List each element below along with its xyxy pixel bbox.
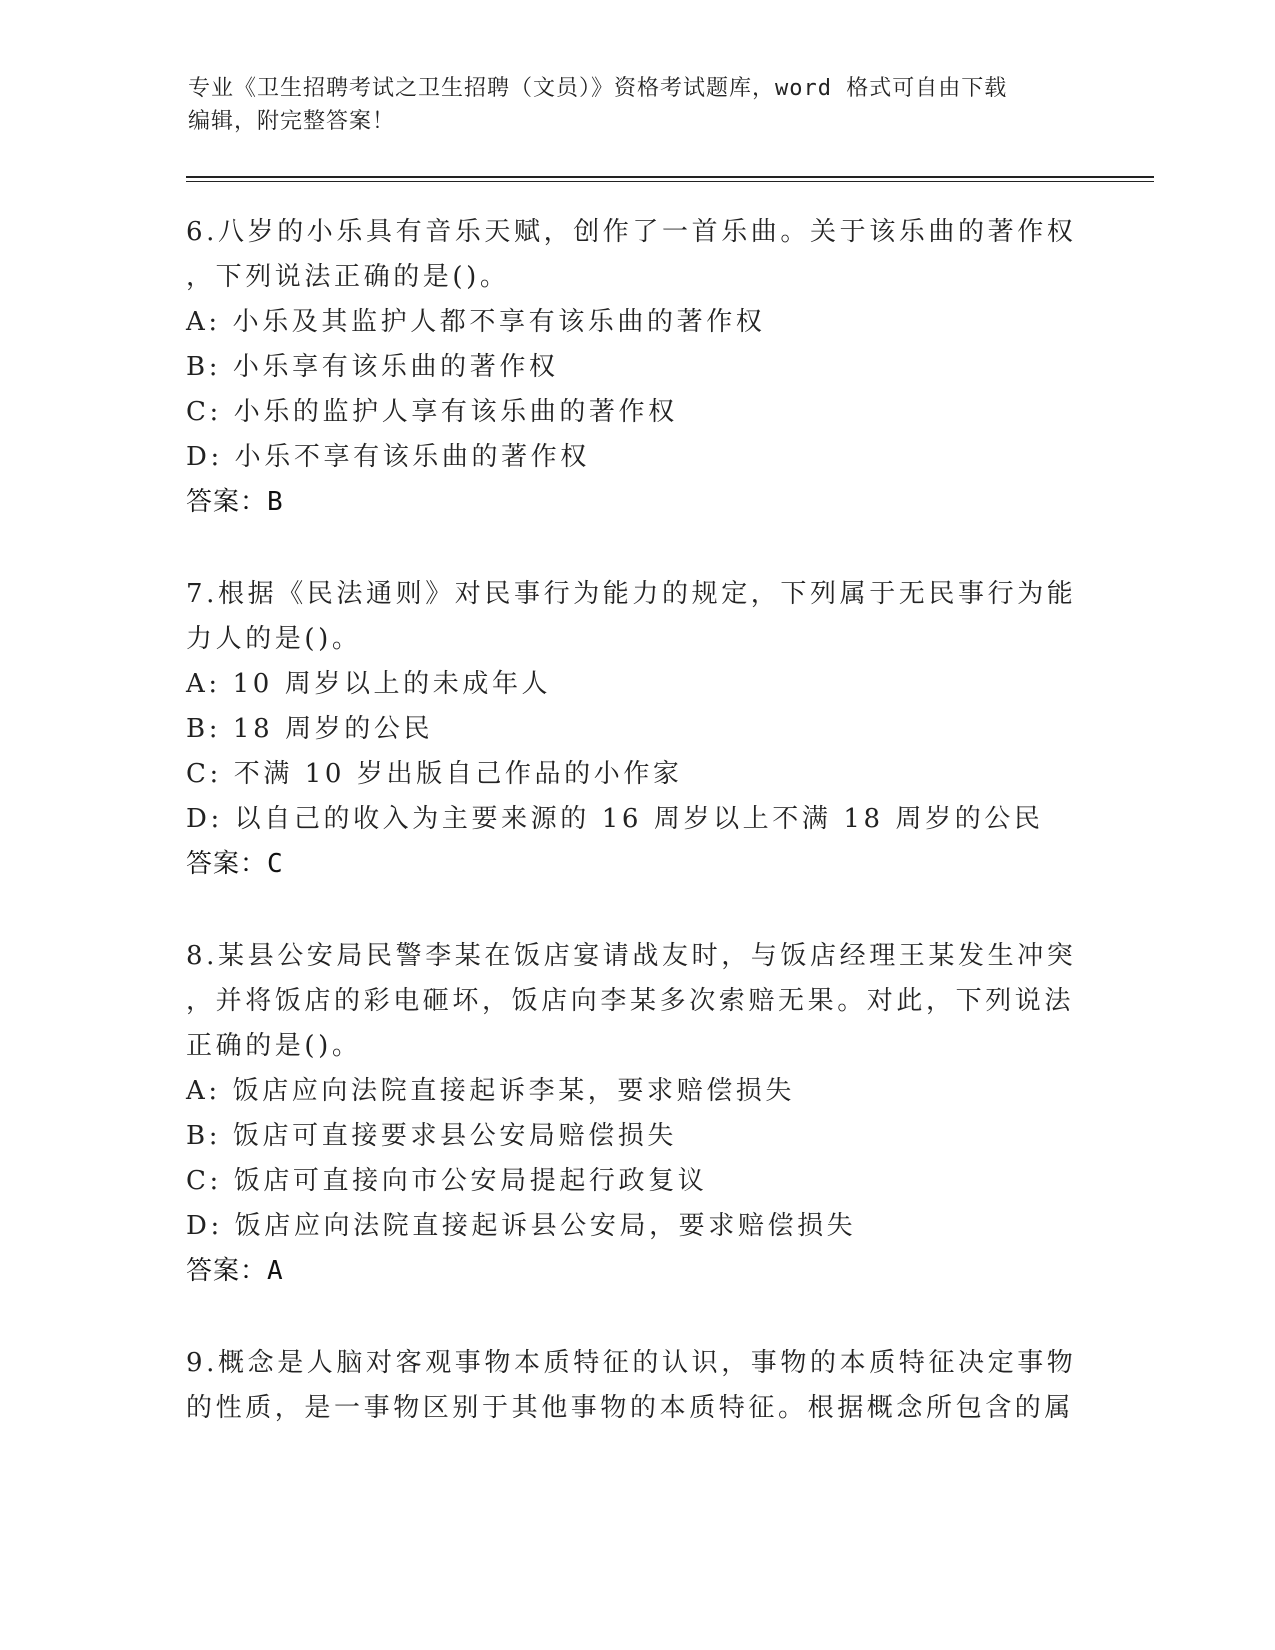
- answer-line: [186, 1249, 1086, 1294]
- option-c: C: 饭店可直接向市公安局提起行政复议: [186, 1166, 708, 1196]
- answer-label: 答案：: [186, 1256, 268, 1286]
- answer-value: B: [267, 487, 284, 517]
- option-b: B: 18 周岁的公民: [186, 714, 434, 744]
- option-c: C: 不满 10 岁出版自己作品的小作家: [186, 759, 683, 789]
- question-8: [186, 934, 1086, 1294]
- question-stem-line: 正确的是()。: [186, 1031, 362, 1061]
- question-stem-line: ，下列说法正确的是()。: [186, 262, 510, 292]
- question-stem-line: ，并将饭店的彩电砸坏，饭店向李某多次索赔无果。对此，下列说法: [186, 986, 1075, 1016]
- answer-label: 答案：: [186, 487, 268, 517]
- question-stem-line: 9.概念是人脑对客观事物本质特征的认识，事物的本质特征决定事物: [186, 1348, 1077, 1378]
- option-d: D: 小乐不享有该乐曲的著作权: [186, 442, 590, 472]
- question-stem-line: 的性质，是一事物区别于其他事物的本质特征。根据概念所包含的属: [186, 1393, 1075, 1423]
- option-b: B: 小乐享有该乐曲的著作权: [186, 352, 559, 382]
- answer-line: [186, 842, 1086, 887]
- question-stem-line: 力人的是()。: [186, 624, 362, 654]
- option-d: D: 以自己的收入为主要来源的 16 周岁以上不满 18 周岁的公民: [186, 804, 1044, 834]
- answer-value: A: [267, 1256, 284, 1286]
- option-a: A: 小乐及其监护人都不享有该乐曲的著作权: [186, 307, 766, 337]
- option-c: C: 小乐的监护人享有该乐曲的著作权: [186, 397, 678, 427]
- question-7: [186, 572, 1086, 887]
- answer-label: 答案：: [186, 849, 268, 879]
- question-6: [186, 210, 1086, 525]
- document-header: [188, 72, 1068, 138]
- question-stem-line: 7.根据《民法通则》对民事行为能力的规定，下列属于无民事行为能: [186, 579, 1077, 609]
- answer-line: [186, 480, 1086, 525]
- header-divider: [186, 176, 1154, 182]
- option-b: B: 饭店可直接要求县公安局赔偿损失: [186, 1121, 677, 1151]
- option-a: A: 饭店应向法院直接起诉李某，要求赔偿损失: [186, 1076, 796, 1106]
- answer-value: C: [267, 849, 284, 879]
- header-line-1: 专业《卫生招聘考试之卫生招聘（文员）》资格考试题库，word 格式可自由下载: [188, 76, 1008, 101]
- question-stem-line: 8.某县公安局民警李某在饭店宴请战友时，与饭店经理王某发生冲突: [186, 941, 1077, 971]
- option-a: A: 10 周岁以上的未成年人: [186, 669, 552, 699]
- question-list: [186, 210, 1086, 1478]
- option-d: D: 饭店应向法院直接起诉县公安局，要求赔偿损失: [186, 1211, 857, 1241]
- question-9: [186, 1341, 1086, 1431]
- question-stem-line: 6.八岁的小乐具有音乐天赋，创作了一首乐曲。关于该乐曲的著作权: [186, 217, 1077, 247]
- header-line-2: 编辑，附完整答案！: [188, 109, 396, 134]
